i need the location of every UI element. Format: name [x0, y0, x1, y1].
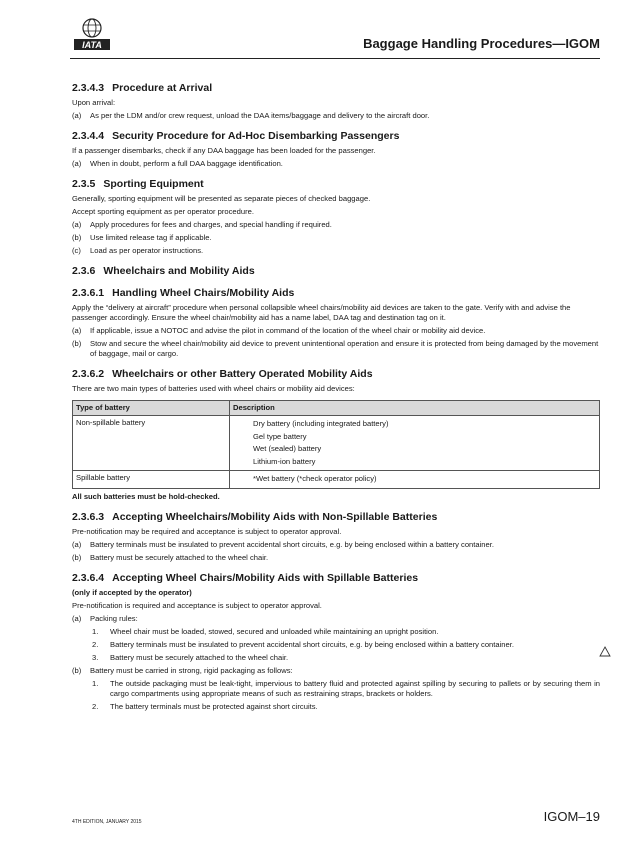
- list-item: 2. The battery terminals must be protected against short circuits.: [92, 701, 318, 711]
- table-header-description: Description: [230, 401, 600, 416]
- iata-logo: [70, 18, 114, 52]
- section-heading: 2.3.6.3 Accepting Wheelchairs/Mobility Aids with Non-Spillable Batteries: [72, 510, 438, 523]
- table-cell: Dry battery (including integrated battery) Gel type battery Wet (sealed) battery Lithium-ion battery: [230, 416, 600, 471]
- list-item: (a) Apply procedures for fees and charges, and special handling if required.: [72, 220, 332, 229]
- logo-text: IATA: [82, 40, 102, 50]
- battery-table: [72, 400, 600, 489]
- list-item: (a) Battery terminals must be insulated to prevent accidental short circuits, e.g. by being enclosed within a battery container.: [72, 539, 494, 549]
- list-item: 3. Battery must be securely attached to the wheel chair.: [92, 652, 289, 662]
- paragraph: Accept sporting equipment as per operator procedure.: [72, 207, 254, 216]
- table-cell: *Wet battery (*check operator policy): [230, 471, 600, 489]
- paragraph: Generally, sporting equipment will be presented as separate pieces of checked baggage.: [72, 194, 371, 203]
- list-item: 2. Battery terminals must be insulated to prevent accidental short circuits, e.g. by being enclosed within a battery container.: [92, 639, 514, 649]
- list-item: (a) When in doubt, perform a full DAA baggage identification.: [72, 159, 283, 168]
- paragraph: There are two main types of batteries used with wheel chairs or mobility aid devices:: [72, 384, 355, 393]
- paragraph: Apply the “delivery at aircraft” procedure when personal collapsible wheel chairs/mobility aid devices are taken to the gate. Verify with and advise the passenger accordingly. Ensure the wheel chair/mobility aid has a name label, DAA tag and destination tag on it.: [72, 303, 571, 322]
- header-divider: [70, 58, 600, 59]
- note: All such batteries must be hold-checked.: [72, 491, 220, 501]
- header-title: Baggage Handling Procedures—IGOM: [363, 36, 600, 51]
- table-header-type: Type of battery: [73, 401, 230, 416]
- list-item: (a) If applicable, issue a NOTOC and advise the pilot in command of the location of the wheel chair or mobility aid device.: [72, 326, 486, 335]
- section-heading: 2.3.6.4 Accepting Wheel Chairs/Mobility Aids with Spillable Batteries: [72, 571, 419, 584]
- section-heading: 2.3.6.2 Wheelchairs or other Battery Operated Mobility Aids: [72, 368, 373, 380]
- table-row: [73, 416, 600, 471]
- list-item: (b) Battery must be carried in strong, rigid packaging as follows:: [72, 665, 293, 675]
- table-cell: Spillable battery: [73, 471, 230, 489]
- list-item: (a) Packing rules:: [72, 613, 138, 623]
- footer-edition: 4TH EDITION, JANUARY 2015: [72, 819, 142, 825]
- list-item: (b) Stow and secure the wheel chair/mobility aid device to prevent unintentional operation and ensure it is protected from being damaged by the movement of baggage, mail or cargo.: [72, 339, 599, 358]
- page-header: [0, 0, 638, 62]
- paragraph: Pre-notification is required and acceptance is subject to operator approval.: [72, 600, 322, 610]
- page-number: IGOM–19: [543, 809, 600, 824]
- paragraph: Pre-notification may be required and acceptance is subject to operator approval.: [72, 526, 342, 536]
- list-item: (b) Use limited release tag if applicable.: [72, 233, 212, 242]
- paragraph: Upon arrival:: [72, 98, 116, 107]
- table-cell: Non-spillable battery: [73, 416, 230, 471]
- section-heading: 2.3.4.3 Procedure at Arrival: [72, 82, 213, 94]
- paragraph: If a passenger disembarks, check if any DAA baggage has been loaded for the passenger.: [72, 146, 376, 155]
- list-item: (a) As per the LDM and/or crew request, unload the DAA items/baggage and delivery to the aircraft door.: [72, 111, 430, 120]
- section-heading: 2.3.6 Wheelchairs and Mobility Aids: [72, 265, 255, 277]
- document-body: [72, 82, 600, 715]
- change-marker-icon: [599, 646, 611, 657]
- list-item: 1. Wheel chair must be loaded, stowed, secured and unloaded while maintaining an upright position.: [92, 626, 439, 636]
- section-heading: 2.3.4.4 Security Procedure for Ad-Hoc Disembarking Passengers: [72, 130, 400, 142]
- section-heading: 2.3.5 Sporting Equipment: [72, 178, 204, 190]
- list-item: (c) Load as per operator instructions.: [72, 246, 204, 255]
- section-heading: 2.3.6.1 Handling Wheel Chairs/Mobility Aids: [72, 287, 295, 299]
- table-row: [73, 471, 600, 489]
- subheading: (only if accepted by the operator): [72, 587, 192, 597]
- list-item: (b) Battery must be securely attached to the wheel chair.: [72, 552, 269, 562]
- list-item: 1. The outside packaging must be leak-tight, impervious to battery fluid and protected against spilling by securing to pallets or by securing them in cargo compartments using appropriate means of such as restraining straps, brackets or holders.: [92, 678, 600, 698]
